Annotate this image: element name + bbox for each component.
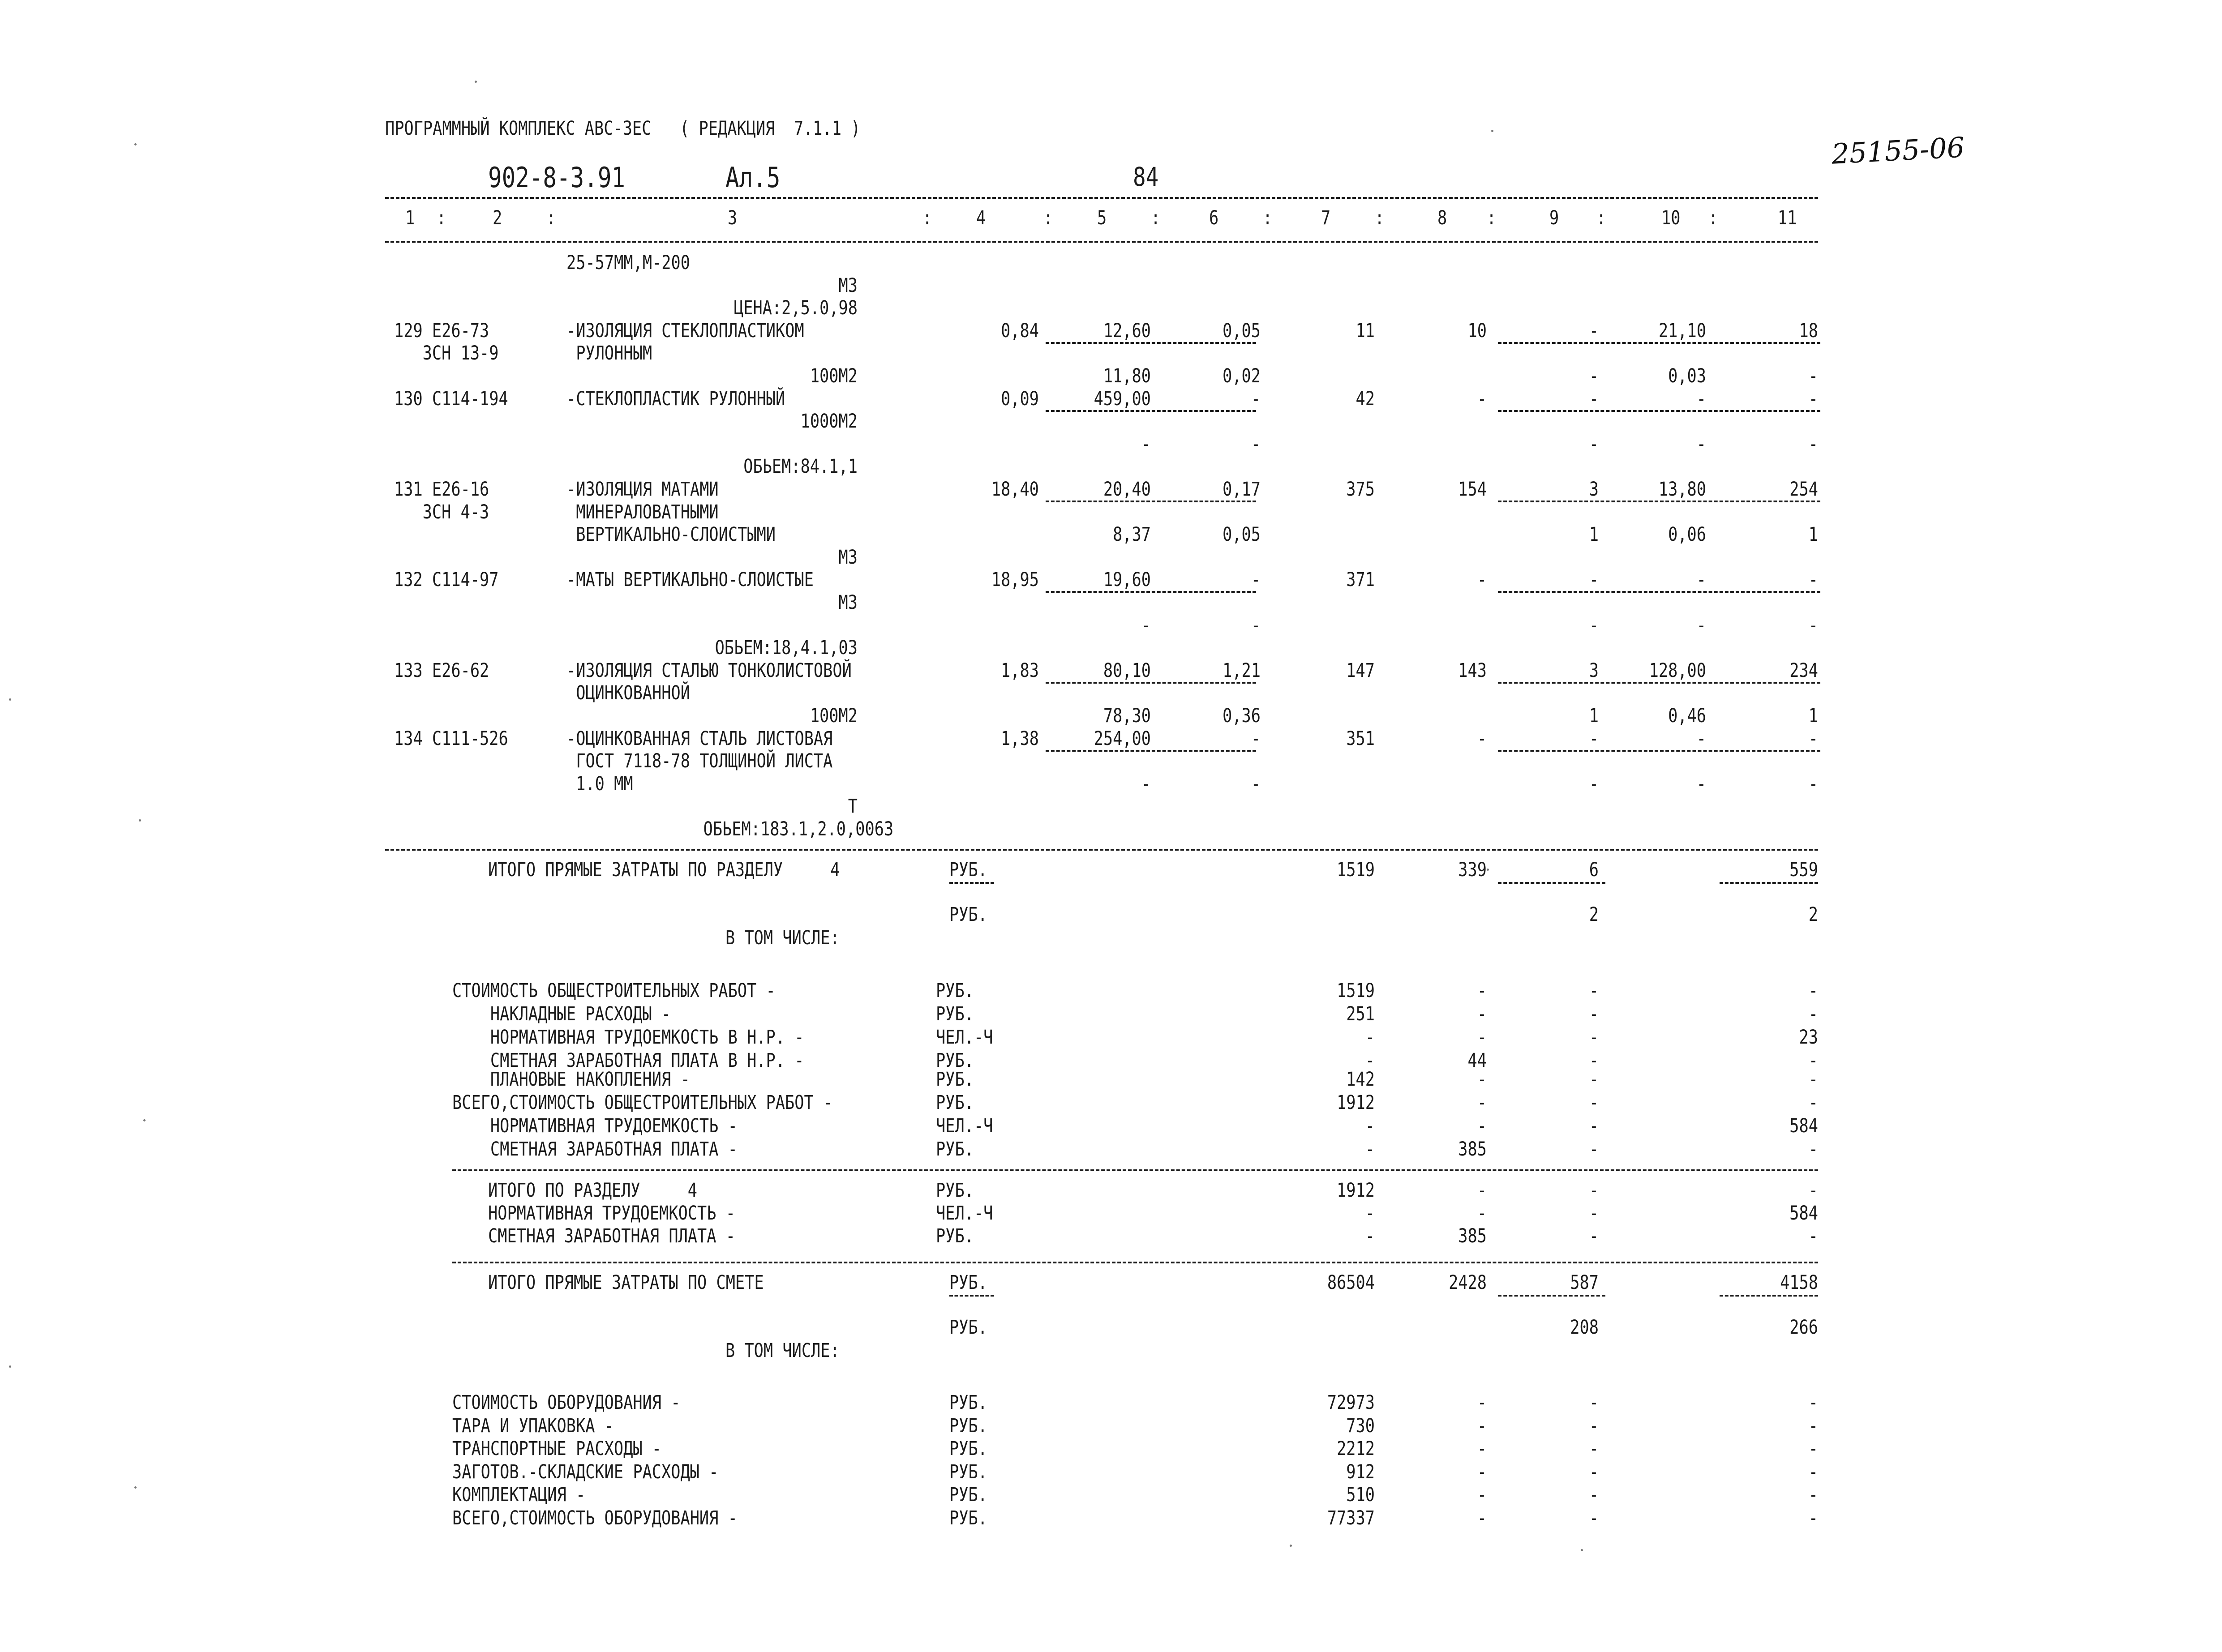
value-cell-9: - bbox=[1589, 1202, 1599, 1224]
value-cell-5: 80,10 bbox=[1103, 659, 1151, 682]
unit-cell: РУБ. bbox=[936, 1138, 974, 1160]
value-cell-6: 0,05 bbox=[1223, 523, 1261, 546]
column-number: 5 bbox=[1097, 207, 1107, 229]
value-cell-7: 2212 bbox=[1337, 1438, 1375, 1460]
value-cell-6: - bbox=[1251, 432, 1261, 455]
cell-underline bbox=[1498, 1295, 1605, 1297]
value-cell-11: - bbox=[1808, 1438, 1818, 1460]
item-description: -МАТЫ ВЕРТИКАЛЬНО-СЛОИСТЫЕ bbox=[566, 569, 814, 591]
value-cell-8: - bbox=[1477, 1460, 1487, 1483]
unit-cell: 100М2 bbox=[810, 365, 858, 387]
value-cell-9: - bbox=[1589, 1414, 1599, 1437]
item-code: 131 Е26-16 bbox=[394, 478, 489, 501]
scan-speck bbox=[1581, 1549, 1583, 1551]
column-number: 8 bbox=[1437, 207, 1447, 229]
value-cell-7: - bbox=[1365, 1049, 1375, 1072]
value-cell-8: - bbox=[1477, 1026, 1487, 1049]
value-cell-11: - bbox=[1808, 1091, 1818, 1114]
value-cell-11: 2 bbox=[1808, 903, 1818, 926]
value-cell-8: - bbox=[1477, 1484, 1487, 1506]
program-header: ПРОГРАММНЫЙ КОМПЛЕКС АВС-3ЕС ( РЕДАКЦИЯ 7.1.1 ) bbox=[385, 117, 861, 140]
value-cell-6: 0,05 bbox=[1223, 319, 1261, 342]
value-cell-7: 371 bbox=[1346, 569, 1375, 591]
unit-cell: ЧЕЛ.-Ч bbox=[936, 1026, 993, 1049]
column-separator: : bbox=[437, 207, 446, 229]
value-cell-7: 11 bbox=[1356, 319, 1375, 342]
value-cell-11: - bbox=[1808, 1391, 1818, 1414]
value-cell-11: 559 bbox=[1789, 859, 1818, 881]
value-cell-9: 6 bbox=[1589, 859, 1599, 881]
scan-speck bbox=[134, 143, 137, 146]
value-cell-11: - bbox=[1808, 1506, 1818, 1529]
value-cell-11: - bbox=[1808, 1068, 1818, 1091]
column-separator: : bbox=[1151, 207, 1161, 229]
value-cell-11: 234 bbox=[1789, 659, 1818, 682]
value-cell-11: 1 bbox=[1808, 705, 1818, 727]
value-cell-8: - bbox=[1477, 569, 1487, 591]
column-number: 9 bbox=[1549, 207, 1559, 229]
value-cell-10: - bbox=[1696, 432, 1706, 455]
value-cell-11: 266 bbox=[1789, 1316, 1818, 1339]
summary-label: СМЕТНАЯ ЗАРАБОТНАЯ ПЛАТА - bbox=[488, 1225, 735, 1247]
value-cell-10: - bbox=[1696, 387, 1706, 410]
value-cell-10: - bbox=[1696, 727, 1706, 750]
value-cell-7: 86504 bbox=[1327, 1271, 1375, 1294]
value-cell-9: - bbox=[1589, 319, 1599, 342]
value-cell-9: - bbox=[1589, 1068, 1599, 1091]
cell-underline bbox=[1720, 882, 1818, 884]
unit-cell: РУБ. bbox=[949, 1271, 987, 1294]
value-cell-8: - bbox=[1477, 1414, 1487, 1437]
unit-cell: 100М2 bbox=[810, 705, 858, 727]
value-cell-8: 385 bbox=[1458, 1225, 1487, 1247]
value-cell-5: 459,00 bbox=[1094, 387, 1151, 410]
value-cell-11: - bbox=[1808, 1414, 1818, 1437]
value-cell-8: 10 bbox=[1467, 319, 1487, 342]
value-cell-8: 2428 bbox=[1449, 1271, 1487, 1294]
value-cell-7: 912 bbox=[1346, 1460, 1375, 1483]
value-cell-5: 78,30 bbox=[1103, 705, 1151, 727]
unit-cell: ОБЬЕМ:84.1,1 bbox=[743, 455, 858, 478]
unit-underline bbox=[949, 1295, 994, 1297]
breakdown-label: ВСЕГО,СТОИМОСТЬ ОБЩЕСТРОИТЕЛЬНЫХ РАБОТ - bbox=[452, 1091, 833, 1114]
value-cell-7: 251 bbox=[1346, 1003, 1375, 1025]
value-cell-9: - bbox=[1589, 1003, 1599, 1025]
value-cell-9: - bbox=[1589, 614, 1599, 637]
value-cell-9: - bbox=[1589, 387, 1599, 410]
unit-cell: ЦЕНА:2,5.0,98 bbox=[734, 297, 858, 320]
value-cell-8: 44 bbox=[1467, 1049, 1487, 1072]
item-description: -ИЗОЛЯЦИЯ МАТАМИ bbox=[566, 478, 719, 501]
value-cell-9: 208 bbox=[1570, 1316, 1599, 1339]
column-separator: : bbox=[1487, 207, 1497, 229]
unit-cell: Т bbox=[848, 795, 858, 818]
cell-underline bbox=[1498, 342, 1820, 344]
unit-cell: РУБ. bbox=[936, 1049, 974, 1072]
unit-cell: М3 bbox=[838, 546, 858, 569]
value-cell-4: 0,09 bbox=[1001, 387, 1039, 410]
value-cell-6: 0,02 bbox=[1223, 365, 1261, 387]
value-cell-10: - bbox=[1696, 569, 1706, 591]
value-cell-8: 385 bbox=[1458, 1138, 1487, 1160]
value-cell-8: - bbox=[1477, 1091, 1487, 1114]
value-cell-7: - bbox=[1365, 1225, 1375, 1247]
rule-estimate bbox=[452, 1262, 1818, 1263]
value-cell-8: - bbox=[1477, 387, 1487, 410]
item-code: 130 С114-194 bbox=[394, 387, 508, 410]
value-cell-6: - bbox=[1251, 727, 1261, 750]
unit-cell: РУБ. bbox=[949, 859, 987, 881]
cell-underline bbox=[1046, 750, 1256, 752]
value-cell-11: 23 bbox=[1799, 1026, 1818, 1049]
cell-underline bbox=[1498, 501, 1820, 502]
scan-speck bbox=[9, 1365, 11, 1368]
scan-speck bbox=[9, 698, 11, 701]
item-description: -ИЗОЛЯЦИЯ СТАЛЬЮ ТОНКОЛИСТОВОЙ bbox=[566, 659, 852, 682]
value-cell-9: - bbox=[1589, 1438, 1599, 1460]
item-code: ЗСН 13-9 bbox=[394, 342, 499, 365]
scan-speck bbox=[134, 1486, 137, 1489]
doc-code: 902-8-3.91 bbox=[488, 161, 626, 194]
value-cell-9: - bbox=[1589, 1179, 1599, 1202]
value-cell-7: 730 bbox=[1346, 1414, 1375, 1437]
value-cell-7: 147 bbox=[1346, 659, 1375, 682]
column-separator: : bbox=[1043, 207, 1053, 229]
value-cell-9: - bbox=[1589, 569, 1599, 591]
value-cell-11: - bbox=[1808, 1049, 1818, 1072]
value-cell-9: 1 bbox=[1589, 705, 1599, 727]
scan-speck bbox=[475, 81, 477, 83]
cell-underline bbox=[1046, 591, 1256, 593]
item-description: ВЕРТИКАЛЬНО-СЛОИСТЫМИ bbox=[566, 523, 776, 546]
value-cell-8: - bbox=[1477, 1003, 1487, 1025]
value-cell-7: 375 bbox=[1346, 478, 1375, 501]
value-cell-11: - bbox=[1808, 772, 1818, 795]
item-code: 129 Е26-73 bbox=[394, 319, 489, 342]
value-cell-8: 154 bbox=[1458, 478, 1487, 501]
unit-cell: РУБ. bbox=[936, 1179, 974, 1202]
value-cell-9: - bbox=[1589, 1484, 1599, 1506]
page-number: 84 bbox=[1133, 162, 1159, 192]
value-cell-11: - bbox=[1808, 980, 1818, 1002]
value-cell-8: - bbox=[1477, 1391, 1487, 1414]
value-cell-7: 1519 bbox=[1337, 980, 1375, 1002]
value-cell-10: - bbox=[1696, 772, 1706, 795]
scan-speck bbox=[1487, 869, 1489, 871]
breakdown-label: СМЕТНАЯ ЗАРАБОТНАЯ ПЛАТА - bbox=[452, 1138, 738, 1160]
value-cell-10: - bbox=[1696, 614, 1706, 637]
value-cell-11: - bbox=[1808, 569, 1818, 591]
unit-cell: ОБЬЕМ:183.1,2.0,0063 bbox=[703, 818, 894, 840]
equipment-label: ТАРА И УПАКОВКА - bbox=[452, 1414, 614, 1437]
value-cell-9: 587 bbox=[1570, 1271, 1599, 1294]
value-cell-10: 21,10 bbox=[1658, 319, 1706, 342]
value-cell-9: - bbox=[1589, 727, 1599, 750]
value-cell-8: - bbox=[1477, 1115, 1487, 1137]
scan-speck bbox=[1290, 1545, 1292, 1547]
subheading: В ТОМ ЧИСЛЕ: bbox=[725, 927, 840, 949]
value-cell-7: - bbox=[1365, 1202, 1375, 1224]
unit-cell: РУБ. bbox=[936, 1068, 974, 1091]
value-cell-4: 18,95 bbox=[991, 569, 1039, 591]
breakdown-label: НОРМАТИВНАЯ ТРУДОЕМКОСТЬ В Н.Р. - bbox=[452, 1026, 804, 1049]
rule-top bbox=[385, 197, 1818, 199]
value-cell-11: 584 bbox=[1789, 1202, 1818, 1224]
value-cell-7: 77337 bbox=[1327, 1506, 1375, 1529]
value-cell-5: 12,60 bbox=[1103, 319, 1151, 342]
value-cell-11: - bbox=[1808, 1460, 1818, 1483]
value-cell-8: - bbox=[1477, 727, 1487, 750]
value-cell-11: - bbox=[1808, 1003, 1818, 1025]
column-number: 4 bbox=[976, 207, 986, 229]
value-cell-6: - bbox=[1251, 387, 1261, 410]
value-cell-4: 1,38 bbox=[1001, 727, 1039, 750]
column-number: 7 bbox=[1321, 207, 1331, 229]
column-separator: : bbox=[1375, 207, 1385, 229]
value-cell-9: - bbox=[1589, 1225, 1599, 1247]
cell-underline bbox=[1046, 501, 1256, 502]
estimate-total-label: ИТОГО ПРЯМЫЕ ЗАТРАТЫ ПО СМЕТЕ bbox=[488, 1271, 764, 1294]
unit-cell: РУБ. bbox=[949, 1506, 987, 1529]
value-cell-7: 1519 bbox=[1337, 859, 1375, 881]
value-cell-9: - bbox=[1589, 1115, 1599, 1137]
rule-summary bbox=[452, 1169, 1818, 1171]
value-cell-7: 42 bbox=[1356, 387, 1375, 410]
unit-cell: ОБЬЕМ:18,4.1,03 bbox=[715, 637, 858, 659]
value-cell-5: 20,40 bbox=[1103, 478, 1151, 501]
subheading: В ТОМ ЧИСЛЕ: bbox=[725, 1340, 840, 1362]
breakdown-label: СМЕТНАЯ ЗАРАБОТНАЯ ПЛАТА В Н.Р. - bbox=[452, 1049, 804, 1072]
equipment-label: ТРАНСПОРТНЫЕ РАСХОДЫ - bbox=[452, 1438, 662, 1460]
value-cell-11: - bbox=[1808, 432, 1818, 455]
sheet-label: Ал.5 bbox=[725, 161, 781, 194]
unit-cell: РУБ. bbox=[936, 1003, 974, 1025]
value-cell-10: 0,03 bbox=[1668, 365, 1706, 387]
cell-underline bbox=[1046, 410, 1256, 412]
value-cell-8: - bbox=[1477, 1438, 1487, 1460]
cell-underline bbox=[1046, 682, 1256, 684]
equipment-label: ВСЕГО,СТОИМОСТЬ ОБОРУДОВАНИЯ - bbox=[452, 1506, 738, 1529]
rule-header bbox=[385, 241, 1818, 243]
value-cell-11: - bbox=[1808, 727, 1818, 750]
summary-label: НОРМАТИВНАЯ ТРУДОЕМКОСТЬ - bbox=[488, 1202, 735, 1224]
handwritten-stamp: 25155-06 bbox=[1831, 131, 1965, 171]
unit-cell: РУБ. bbox=[936, 980, 974, 1002]
value-cell-6: 0,36 bbox=[1223, 705, 1261, 727]
value-cell-9: - bbox=[1589, 1506, 1599, 1529]
cell-underline bbox=[1498, 410, 1820, 412]
item-description: -СТЕКЛОПЛАСТИК РУЛОННЫЙ bbox=[566, 387, 785, 410]
unit-cell: М3 bbox=[838, 591, 858, 614]
cell-underline bbox=[1046, 342, 1256, 344]
value-cell-7: 510 bbox=[1346, 1484, 1375, 1506]
unit-cell: РУБ. bbox=[949, 1414, 987, 1437]
item-description: РУЛОННЫМ bbox=[566, 342, 652, 365]
column-number: 11 bbox=[1778, 207, 1797, 229]
item-description: 1.0 ММ bbox=[566, 772, 633, 795]
value-cell-9: 1 bbox=[1589, 523, 1599, 546]
value-cell-11: - bbox=[1808, 387, 1818, 410]
unit-cell: РУБ. bbox=[949, 1391, 987, 1414]
unit-cell: РУБ. bbox=[949, 903, 987, 926]
item-code: 132 С114-97 bbox=[394, 569, 499, 591]
unit-cell: РУБ. bbox=[949, 1460, 987, 1483]
breakdown-label: СТОИМОСТЬ ОБЩЕСТРОИТЕЛЬНЫХ РАБОТ - bbox=[452, 980, 776, 1002]
value-cell-6: - bbox=[1251, 614, 1261, 637]
column-separator: : bbox=[1708, 207, 1718, 229]
value-cell-9: - bbox=[1589, 980, 1599, 1002]
value-cell-11: 254 bbox=[1789, 478, 1818, 501]
item-description: -ИЗОЛЯЦИЯ СТЕКЛОПЛАСТИКОМ bbox=[566, 319, 804, 342]
value-cell-4: 0,84 bbox=[1001, 319, 1039, 342]
value-cell-7: - bbox=[1365, 1138, 1375, 1160]
value-cell-11: 584 bbox=[1789, 1115, 1818, 1137]
value-cell-5: - bbox=[1141, 772, 1151, 795]
value-cell-8: - bbox=[1477, 1202, 1487, 1224]
scan-speck bbox=[139, 819, 141, 822]
column-number: 10 bbox=[1661, 207, 1681, 229]
value-cell-9: 2 bbox=[1589, 903, 1599, 926]
value-cell-7: 1912 bbox=[1337, 1091, 1375, 1114]
cell-underline bbox=[1498, 882, 1605, 884]
value-cell-6: 0,17 bbox=[1223, 478, 1261, 501]
value-cell-11: 18 bbox=[1799, 319, 1818, 342]
value-cell-5: - bbox=[1141, 614, 1151, 637]
value-cell-4: 18,40 bbox=[991, 478, 1039, 501]
value-cell-7: - bbox=[1365, 1115, 1375, 1137]
value-cell-11: 4158 bbox=[1780, 1271, 1818, 1294]
rule-section bbox=[385, 849, 1818, 851]
value-cell-7: 1912 bbox=[1337, 1179, 1375, 1202]
unit-cell: РУБ. bbox=[936, 1225, 974, 1247]
breakdown-label: ПЛАНОВЫЕ НАКОПЛЕНИЯ - bbox=[452, 1068, 690, 1091]
breakdown-label: НОРМАТИВНАЯ ТРУДОЕМКОСТЬ - bbox=[452, 1115, 738, 1137]
value-cell-11: - bbox=[1808, 365, 1818, 387]
value-cell-5: - bbox=[1141, 432, 1151, 455]
summary-label: ИТОГО ПО РАЗДЕЛУ 4 bbox=[488, 1179, 698, 1202]
value-cell-11: - bbox=[1808, 614, 1818, 637]
column-number: 6 bbox=[1209, 207, 1219, 229]
value-cell-5: 11,80 bbox=[1103, 365, 1151, 387]
value-cell-6: - bbox=[1251, 569, 1261, 591]
value-cell-5: 254,00 bbox=[1094, 727, 1151, 750]
value-cell-9: - bbox=[1589, 1091, 1599, 1114]
scan-speck bbox=[1491, 130, 1493, 132]
value-cell-5: 19,60 bbox=[1103, 569, 1151, 591]
equipment-label: КОМПЛЕКТАЦИЯ - bbox=[452, 1484, 586, 1506]
unit-cell: РУБ. bbox=[949, 1484, 987, 1506]
value-cell-11: - bbox=[1808, 1225, 1818, 1247]
value-cell-7: - bbox=[1365, 1026, 1375, 1049]
equipment-label: СТОИМОСТЬ ОБОРУДОВАНИЯ - bbox=[452, 1391, 681, 1414]
unit-cell: ЧЕЛ.-Ч bbox=[936, 1202, 993, 1224]
item-description: ГОСТ 7118-78 ТОЛЩИНОЙ ЛИСТА bbox=[566, 750, 833, 773]
value-cell-8: 143 bbox=[1458, 659, 1487, 682]
value-cell-10: 13,80 bbox=[1658, 478, 1706, 501]
value-cell-10: 0,46 bbox=[1668, 705, 1706, 727]
unit-cell: РУБ. bbox=[949, 1316, 987, 1339]
value-cell-8: - bbox=[1477, 1506, 1487, 1529]
unit-underline bbox=[949, 882, 994, 884]
value-cell-9: - bbox=[1589, 1026, 1599, 1049]
value-cell-11: - bbox=[1808, 1179, 1818, 1202]
item-code: ЗСН 4-3 bbox=[394, 501, 489, 523]
value-cell-10: 128,00 bbox=[1649, 659, 1706, 682]
value-cell-11: - bbox=[1808, 1138, 1818, 1160]
item-description: -ОЦИНКОВАННАЯ СТАЛЬ ЛИСТОВАЯ bbox=[566, 727, 833, 750]
value-cell-11: - bbox=[1808, 1484, 1818, 1506]
column-number: 1 bbox=[405, 207, 415, 229]
equipment-label: ЗАГОТОВ.-СКЛАДСКИЕ РАСХОДЫ - bbox=[452, 1460, 719, 1483]
column-separator: : bbox=[922, 207, 932, 229]
value-cell-9: - bbox=[1589, 1391, 1599, 1414]
column-separator: : bbox=[546, 207, 556, 229]
value-cell-5: 8,37 bbox=[1113, 523, 1151, 546]
value-cell-9: - bbox=[1589, 365, 1599, 387]
value-cell-9: - bbox=[1589, 772, 1599, 795]
value-cell-9: - bbox=[1589, 1049, 1599, 1072]
item-description: 25-57ММ,М-200 bbox=[566, 252, 690, 274]
value-cell-8: - bbox=[1477, 1179, 1487, 1202]
unit-cell: РУБ. bbox=[936, 1091, 974, 1114]
item-code: 133 Е26-62 bbox=[394, 659, 489, 682]
section-total-label: ИТОГО ПРЯМЫЕ ЗАТРАТЫ ПО РАЗДЕЛУ 4 bbox=[488, 859, 840, 881]
unit-cell: М3 bbox=[838, 274, 858, 297]
cell-underline bbox=[1498, 682, 1820, 684]
value-cell-8: 339 bbox=[1458, 859, 1487, 881]
value-cell-8: - bbox=[1477, 1068, 1487, 1091]
value-cell-4: 1,83 bbox=[1001, 659, 1039, 682]
value-cell-6: 1,21 bbox=[1223, 659, 1261, 682]
value-cell-8: - bbox=[1477, 980, 1487, 1002]
value-cell-7: 72973 bbox=[1327, 1391, 1375, 1414]
unit-cell: 1000М2 bbox=[800, 410, 858, 433]
unit-cell: РУБ. bbox=[949, 1438, 987, 1460]
value-cell-11: 1 bbox=[1808, 523, 1818, 546]
value-cell-9: 3 bbox=[1589, 659, 1599, 682]
scan-speck bbox=[143, 1119, 146, 1121]
value-cell-7: 351 bbox=[1346, 727, 1375, 750]
value-cell-9: - bbox=[1589, 1138, 1599, 1160]
cell-underline bbox=[1498, 750, 1820, 752]
cell-underline bbox=[1720, 1295, 1818, 1297]
item-description: МИНЕРАЛОВАТНЫМИ bbox=[566, 501, 719, 523]
column-number: 2 bbox=[493, 207, 502, 229]
value-cell-9: - bbox=[1589, 1460, 1599, 1483]
value-cell-9: - bbox=[1589, 432, 1599, 455]
cell-underline bbox=[1498, 591, 1820, 593]
value-cell-10: 0,06 bbox=[1668, 523, 1706, 546]
unit-cell: ЧЕЛ.-Ч bbox=[936, 1115, 993, 1137]
value-cell-9: 3 bbox=[1589, 478, 1599, 501]
column-number: 3 bbox=[728, 207, 738, 229]
item-description: ОЦИНКОВАННОЙ bbox=[566, 682, 690, 705]
column-separator: : bbox=[1263, 207, 1273, 229]
value-cell-6: - bbox=[1251, 772, 1261, 795]
breakdown-label: НАКЛАДНЫЕ РАСХОДЫ - bbox=[452, 1003, 671, 1025]
value-cell-7: 142 bbox=[1346, 1068, 1375, 1091]
item-code: 134 С111-526 bbox=[394, 727, 508, 750]
column-separator: : bbox=[1596, 207, 1606, 229]
